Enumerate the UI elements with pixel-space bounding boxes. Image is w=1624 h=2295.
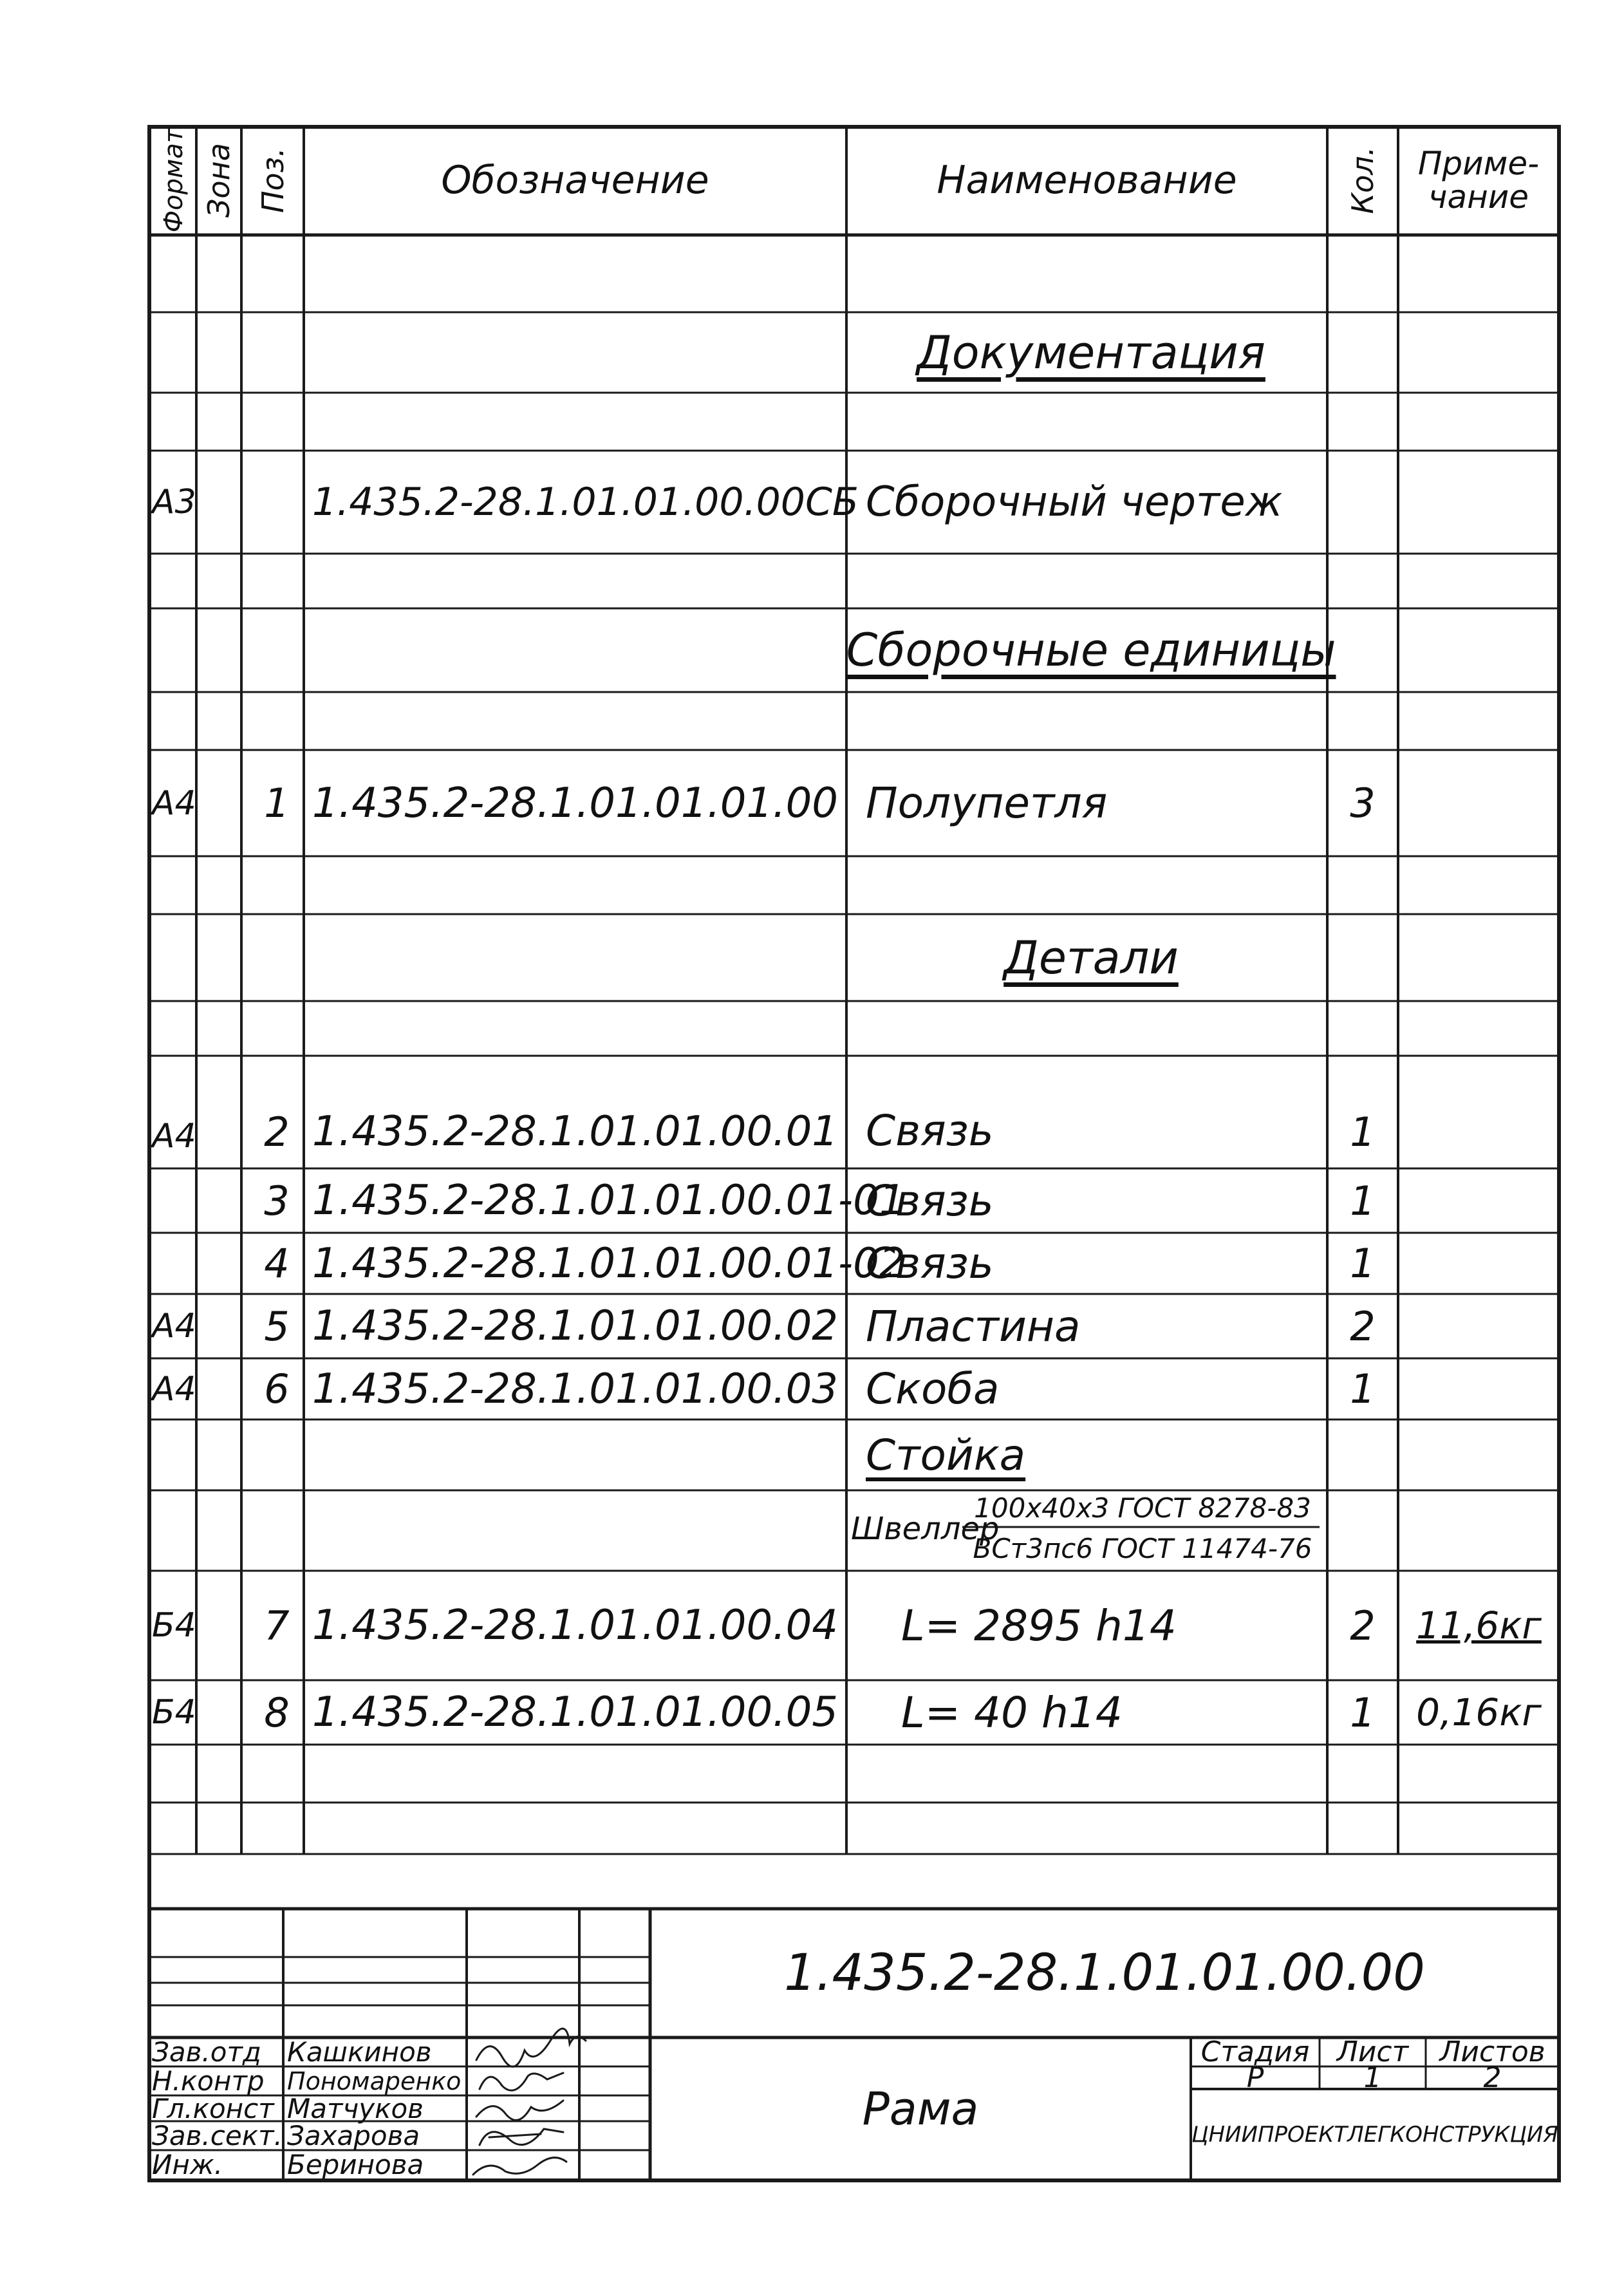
row-designation: 1.435.2-28.1.01.01.00.05 — [312, 1689, 838, 1736]
header-zone: Зона — [201, 143, 236, 218]
row-quantity: 2 — [1350, 1302, 1376, 1350]
row-quantity: 1 — [1350, 1109, 1376, 1156]
row-name: Пластина — [866, 1301, 1081, 1351]
signature-role: Инж. — [152, 2149, 223, 2180]
product-name: Рама — [862, 2083, 979, 2135]
row-quantity: 2 — [1350, 1602, 1376, 1649]
sheets-value: 2 — [1483, 2061, 1502, 2094]
row-format: Б4 — [152, 1606, 196, 1645]
section-documentation: Документация — [917, 326, 1265, 379]
row-quantity: 1 — [1350, 1689, 1376, 1736]
row-position: 3 — [264, 1177, 290, 1224]
row-format: А3 — [152, 483, 196, 521]
signature-role: Н.контр — [152, 2065, 265, 2097]
row-name: L= 40 h14 — [901, 1687, 1123, 1738]
signature-role: Зав.сект. — [152, 2120, 283, 2151]
section-parts: Детали — [1003, 931, 1179, 984]
row-designation: 1.435.2-28.1.01.01.00.02 — [312, 1302, 838, 1350]
stage-label: Стадия — [1200, 2036, 1310, 2068]
signature-role: Зав.отд — [152, 2036, 261, 2068]
row-position: 5 — [264, 1302, 290, 1350]
row-position: 8 — [264, 1689, 290, 1736]
row-name: L= 2895 h14 — [901, 1600, 1177, 1651]
signature-name: Матчуков — [287, 2092, 424, 2124]
sheet-value: 1 — [1363, 2061, 1382, 2094]
row-position: 6 — [264, 1365, 290, 1412]
row-format: А4 — [152, 1307, 196, 1345]
signature-name: Захарова — [287, 2120, 420, 2151]
signature-name: Кашкинов — [287, 2036, 432, 2068]
signature-role: Гл.конст — [152, 2092, 274, 2124]
row-position: 7 — [264, 1602, 290, 1649]
stage-value: Р — [1246, 2061, 1264, 2094]
row-format: Б4 — [152, 1693, 196, 1732]
organization: ЦНИИПРОЕКТЛЕГКОНСТРУКЦИЯ — [1191, 2122, 1558, 2148]
row-quantity: 1 — [1350, 1365, 1376, 1412]
row-name: Связь — [866, 1239, 994, 1288]
row-quantity: 1 — [1350, 1240, 1376, 1287]
row-designation: 1.435.2-28.1.01.01.00.03 — [312, 1365, 838, 1413]
row-quantity: 1 — [1350, 1177, 1376, 1224]
row-designation: 1.435.2-28.1.01.01.00.01 — [312, 1108, 838, 1156]
row-designation: 1.435.2-28.1.01.01.00.04 — [312, 1602, 838, 1649]
row-name: Связь — [866, 1176, 994, 1226]
row-name: Скоба — [866, 1364, 1000, 1414]
signature-name: Беринова — [287, 2149, 424, 2180]
header-note-line2: чание — [1428, 178, 1529, 216]
section-assembly-units: Сборочные единицы — [846, 624, 1336, 677]
sheet-label: Лист — [1336, 2036, 1409, 2068]
row-quantity: 3 — [1350, 780, 1376, 827]
row-name: Связь — [866, 1106, 994, 1156]
row-designation: 1.435.2-28.1.01.01.00.01-01 — [312, 1177, 906, 1224]
row-position: 4 — [264, 1240, 290, 1287]
document-number: 1.435.2-28.1.01.01.00.00 — [784, 1944, 1425, 2002]
row-name: Полупетля — [866, 778, 1108, 828]
channel-numerator: 100х40х3 ГОСТ 8278-83 — [974, 1492, 1311, 1524]
row-format: А4 — [152, 783, 196, 823]
row-name: Сборочный чертеж — [866, 478, 1283, 526]
row-name: Стойка — [866, 1430, 1026, 1480]
row-note: 0,16кг — [1416, 1691, 1542, 1734]
channel-label: Швеллер — [851, 1511, 1000, 1547]
header-format: Формат — [159, 127, 189, 233]
channel-denominator: ВСт3пс6 ГОСТ 11474-76 — [973, 1533, 1312, 1564]
header-position: Поз. — [256, 147, 290, 213]
row-designation: 1.435.2-28.1.01.01.01.00 — [312, 779, 838, 827]
row-position: 2 — [264, 1109, 290, 1156]
header-designation: Обозначение — [441, 158, 709, 203]
row-designation: 1.435.2-28.1.01.01.00.00СБ — [312, 480, 859, 525]
header-note — [1398, 129, 1559, 232]
row-format: А4 — [152, 1369, 196, 1409]
signature-name: Пономаренко — [287, 2066, 462, 2095]
header-quantity: Кол. — [1345, 146, 1380, 214]
row-position: 1 — [264, 780, 290, 827]
row-note: 11,6кг — [1416, 1604, 1542, 1647]
row-format: А4 — [152, 1117, 196, 1156]
header-note-line1: Приме- — [1417, 145, 1540, 182]
row-designation: 1.435.2-28.1.01.01.00.01-02 — [312, 1239, 906, 1288]
sheets-label: Листов — [1439, 2036, 1545, 2068]
header-name: Наименование — [937, 158, 1237, 203]
